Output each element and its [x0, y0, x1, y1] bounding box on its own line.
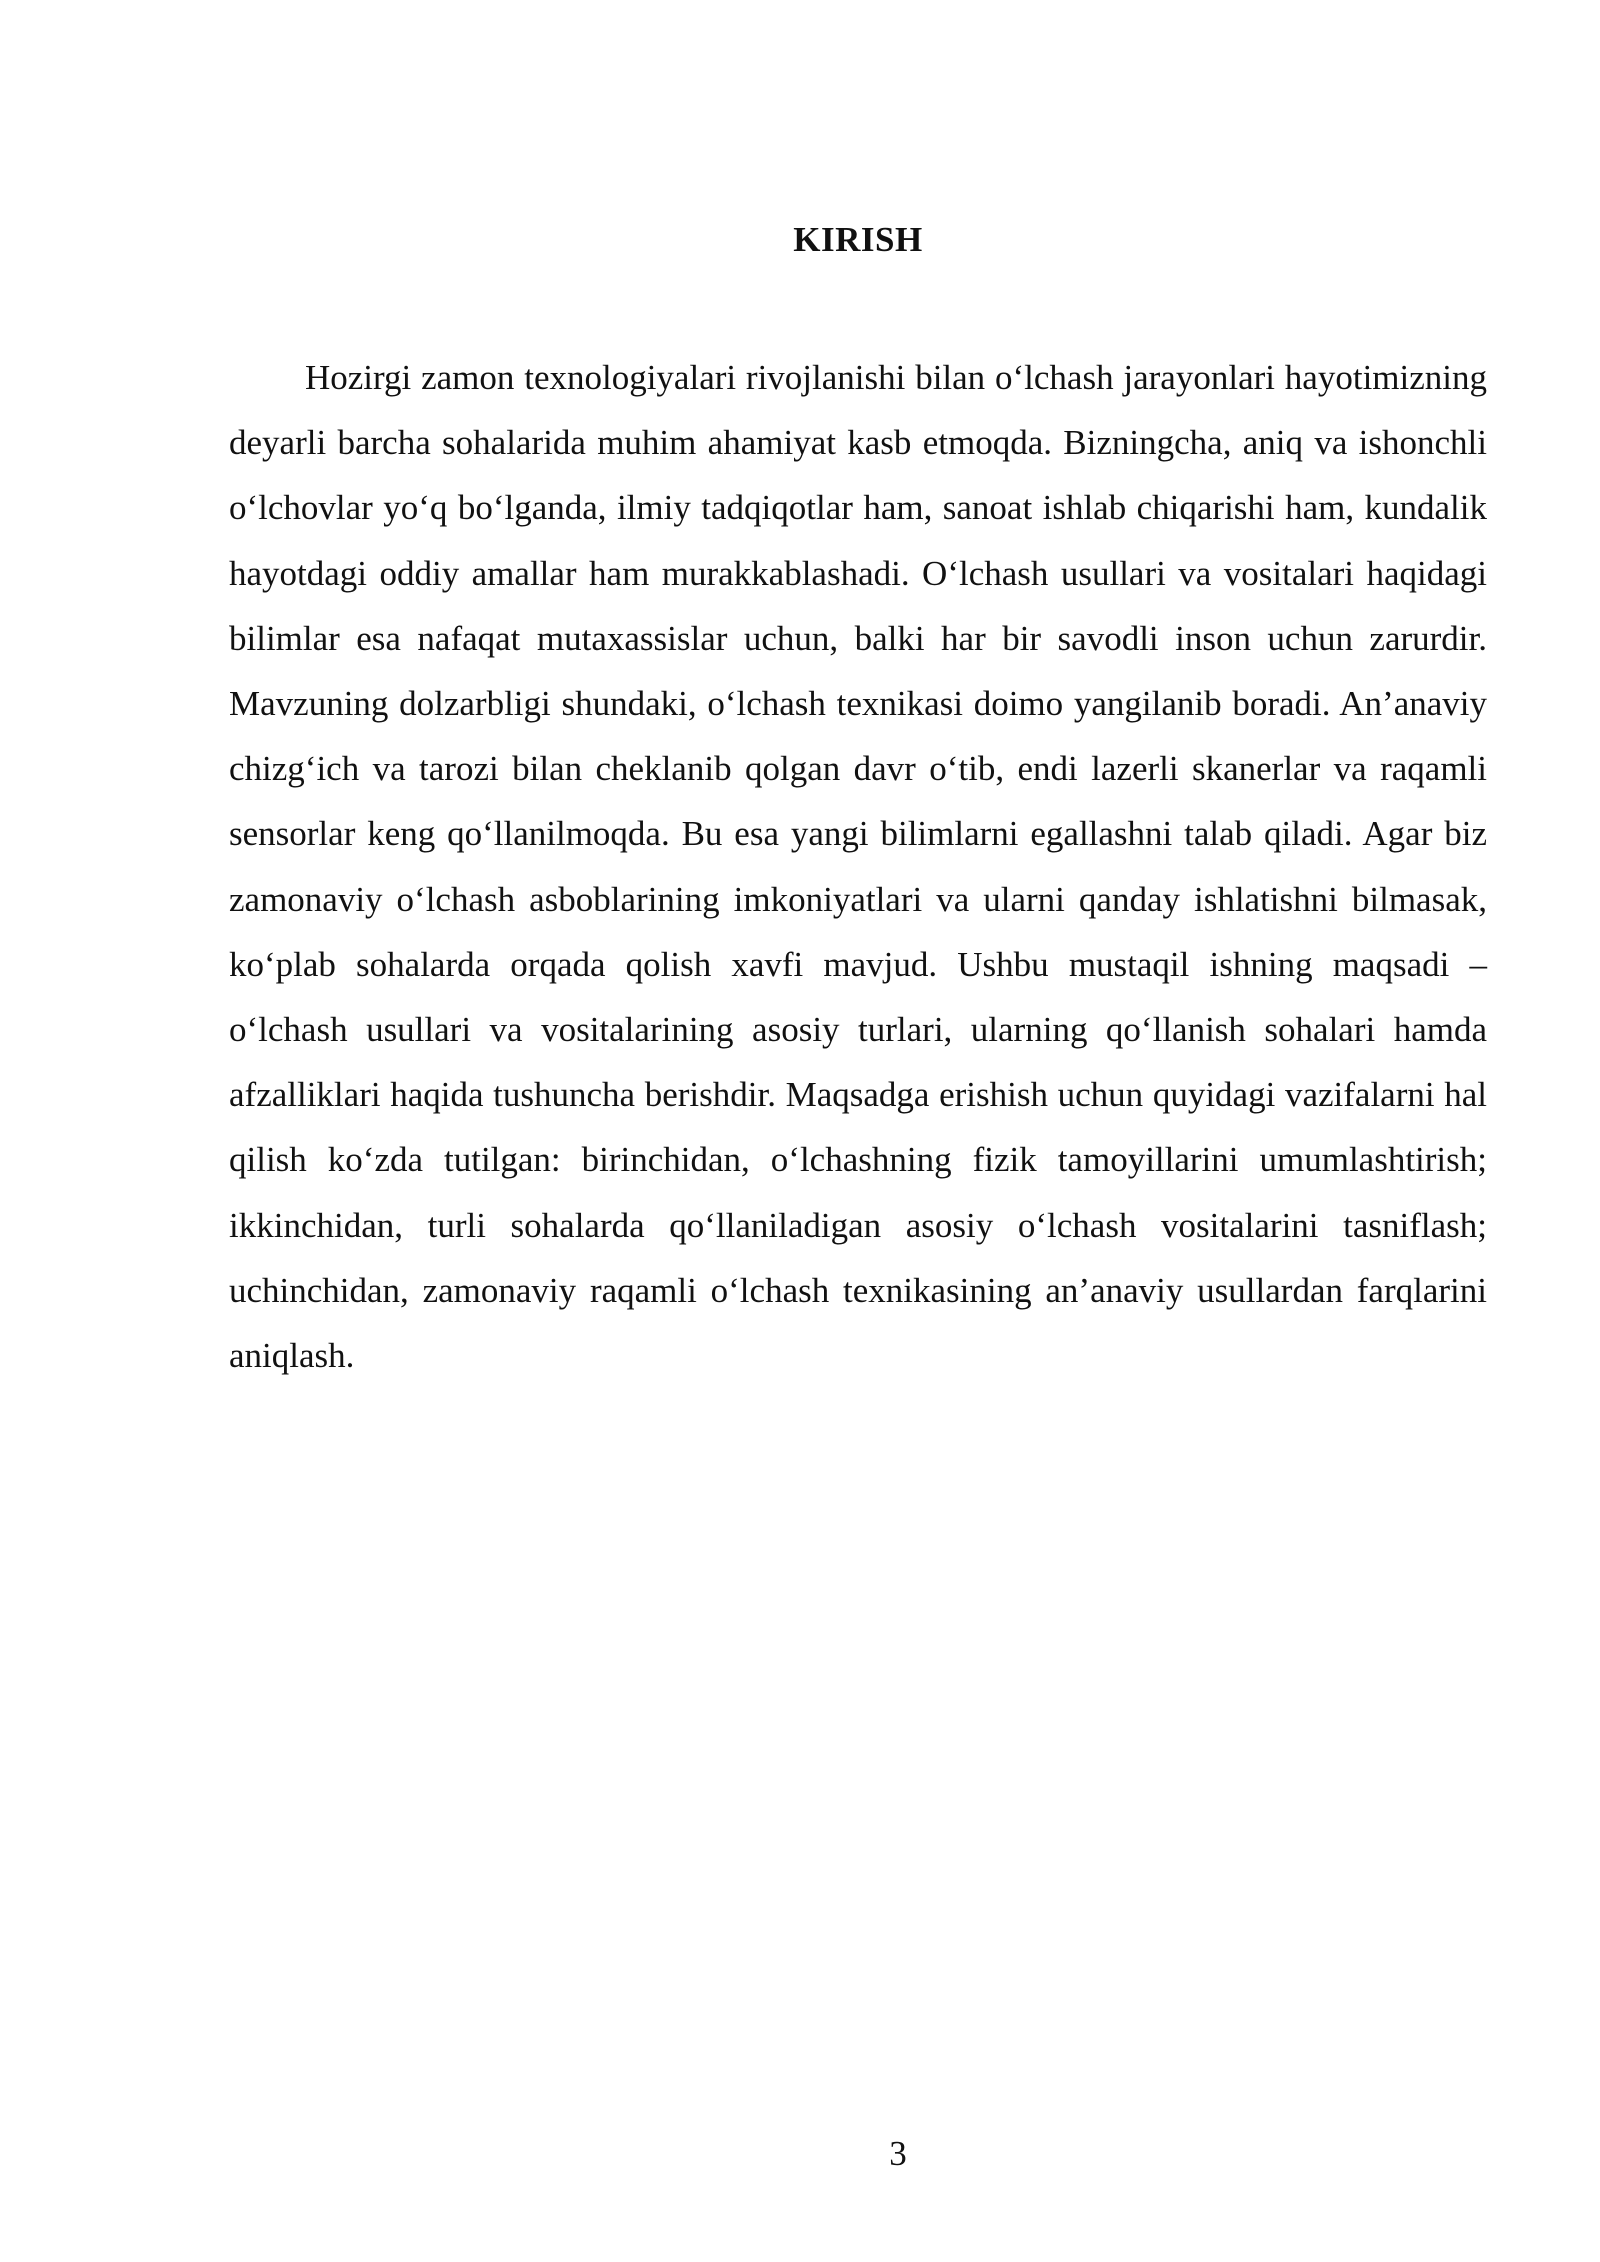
intro-paragraph: Hozirgi zamon texnologiyalari rivojlanishi bilan o‘lchash jarayonlari hayotimizning deyarli barcha sohalarida muhim ahamiyat kasb etmoqda. Bizningcha, aniq va ishonchli o‘lchovlar yo‘q bo‘lganda, ilmiy tadqiqotlar ham, sanoat ishlab chiqarishi ham, kundalik hayotdagi oddiy amallar ham murakkablashadi. O‘lchash usullari va vositalari haqidagi bilimlar esa nafaqat mutaxassislar uchun, balki har bir savodli inson uchun zarurdir. Mavzuning dolzarbligi shundaki, o‘lchash texnikasi doimo yangilanib boradi. An’anaviy chizg‘ich va tarozi bilan cheklanib qolgan davr o‘tib, endi lazerli skanerlar va raqamli sensorlar keng qo‘llanilmoqda. Bu esa yangi bilimlarni egallashni talab qiladi. Agar biz zamonaviy o‘lchash asboblarining imkoniyatlari va ularni qanday ishlatishni bilmasak, ko‘plab sohalarda orqada qolish xavfi mavjud. Ushbu mustaqil ishning maqsadi – o‘lchash usullari va vositalarining asosiy turlari, ularning qo‘llanish sohalari hamda afzalliklari haqida tushuncha berishdir. Maqsadga erishish uchun quyidagi vazifalarni hal qilish ko‘zda tutilgan: birinchidan, o‘lchashning fizik tamoyillarini umumlashtirish; ikkinchidan, turli sohalarda qo‘llaniladigan asosiy o‘lchash vositalarini tasniflash; uchinchidan, zamonaviy raqamli o‘lchash texnikasining an’anaviy usullardan farqlarini aniqlash.: [229, 358, 1487, 1376]
page-number: 3: [889, 2134, 907, 2173]
section-title: KIRISH: [793, 220, 923, 259]
